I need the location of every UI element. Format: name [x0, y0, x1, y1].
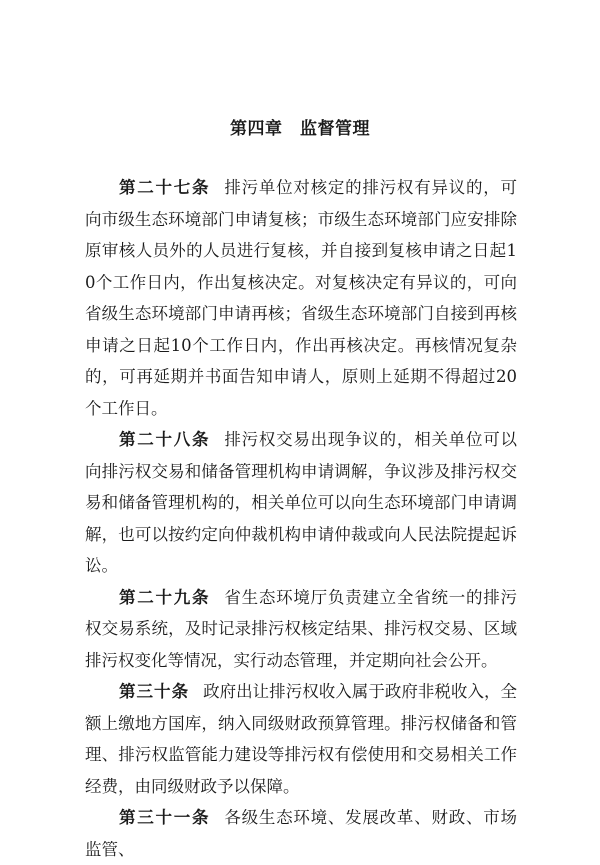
chapter-title: 第四章 监督管理	[230, 119, 370, 139]
article-paragraph	[85, 424, 517, 582]
article-paragraph	[85, 582, 517, 677]
document-body	[85, 172, 517, 865]
article-text: 各级生态环境、发展改革、财政、市场监管、	[85, 808, 518, 859]
article-number: 第三十一条	[119, 808, 211, 827]
article-text: 排污单位对核定的排污权有异议的，可向市级生态环境部门申请复核；市级生态环境部门应安排除原审核人员外的人员进行复核，并自接到复核申请之日起10个工作日内，作出复核决定。对复核决定有异议的，可向省级生态环境部门申请再核；省级生态环境部门自接到再核申请之日起10个工作日内，作出再核决定。再核情况复杂的，可再延期并书面告知申请人，原则上延期不得超过20个工作日。	[85, 178, 518, 418]
article-text: 省生态环境厅负责建立全省统一的排污权交易系统，及时记录排污权核定结果、排污权交易、区域排污权变化等情况，实行动态管理，并定期向社会公开。	[85, 587, 518, 670]
article-paragraph	[85, 676, 517, 802]
article-number: 第三十条	[119, 682, 190, 701]
article-number: 第二十七条	[119, 178, 211, 197]
article-text: 排污权交易出现争议的，相关单位可以向排污权交易和储备管理机构申请调解，争议涉及排污权交易和储备管理机构的，相关单位可以向生态环境部门申请调解，也可以按约定向仲裁机构申请仲裁或向人民法院提起诉讼。	[85, 430, 518, 575]
article-number: 第二十八条	[119, 430, 211, 449]
article-paragraph	[85, 172, 517, 424]
article-text: 政府出让排污权收入属于政府非税收入，全额上缴地方国库，纳入同级财政预算管理。排污权储备和管理、排污权监管能力建设等排污权有偿使用和交易相关工作经费，由同级财政予以保障。	[85, 682, 518, 796]
article-paragraph	[85, 802, 517, 865]
article-number: 第二十九条	[119, 587, 211, 607]
